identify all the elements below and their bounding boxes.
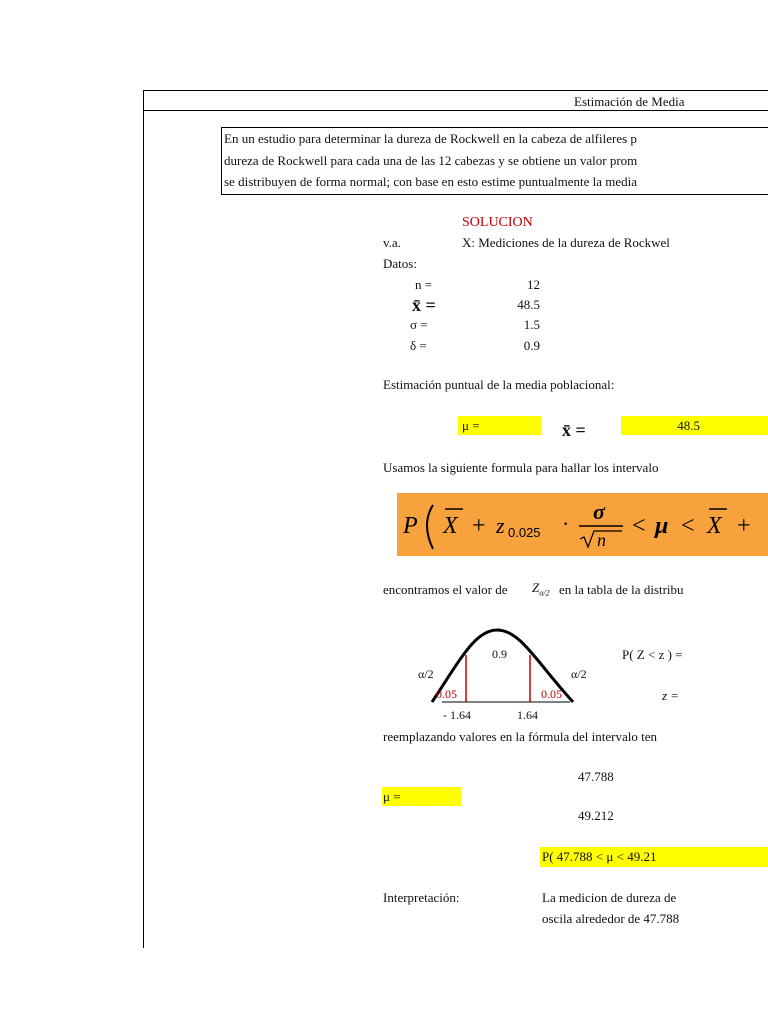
probability-text: P( Z < z ) = bbox=[622, 647, 683, 662]
z-symbol bbox=[532, 580, 550, 598]
right-alpha-label: α/2 bbox=[571, 667, 587, 681]
upper-bound: 49.212 bbox=[578, 808, 614, 823]
replace-text: reemplazando valores en la fórmula del intervalo ten bbox=[383, 729, 657, 744]
problem-line-2: dureza de Rockwell para cada una de las 12 cabezas y se obtiene un valor prom bbox=[224, 153, 638, 168]
normal-curve-diagram bbox=[410, 620, 590, 730]
right-z-value: 1.64 bbox=[517, 708, 538, 722]
problem-line-1: En un estudio para determinar la dureza de Rockwell en la cabeza de alfileres p bbox=[224, 131, 637, 146]
formula-z-subscript: 0.025 bbox=[508, 525, 541, 540]
z-letter: Z bbox=[532, 580, 540, 595]
data-value-n: 12 bbox=[527, 277, 540, 292]
svg-text:X: X bbox=[443, 513, 458, 539]
svg-text:X: X bbox=[707, 513, 722, 539]
mu-equals-cell: μ = bbox=[382, 787, 461, 806]
page-title: Estimación de Media bbox=[574, 94, 685, 109]
data-value-xbar: 48.5 bbox=[517, 297, 540, 312]
right-tail-value: 0.05 bbox=[541, 687, 562, 701]
svg-text:P: P bbox=[403, 513, 418, 539]
formula-box bbox=[397, 493, 768, 556]
z-lookup-text-after: en la tabla de la distribu bbox=[559, 582, 684, 597]
xbar-cell: x̄ = bbox=[562, 420, 586, 440]
point-estimate-label: Estimación puntual de la media poblacional: bbox=[383, 377, 615, 392]
svg-text:<: < bbox=[632, 513, 646, 539]
data-symbol-n: n = bbox=[415, 277, 433, 292]
interval-result-cell: P( 47.788 < μ < 49.21 bbox=[540, 847, 768, 867]
z-subscript: α/2 bbox=[539, 588, 550, 598]
mu-value-cell: 48.5 bbox=[621, 416, 768, 435]
interpretation-line-1: La medicion de dureza de bbox=[542, 890, 677, 905]
data-symbol-xbar: x̄ = bbox=[412, 295, 436, 315]
solution-heading: SOLUCION bbox=[462, 215, 533, 230]
formula-intro: Usamos la siguiente formula para hallar los intervalo bbox=[383, 460, 659, 475]
svg-text:<: < bbox=[681, 513, 695, 539]
va-label: v.a. bbox=[383, 235, 401, 250]
left-alpha-label: α/2 bbox=[418, 667, 434, 681]
svg-text:+: + bbox=[737, 513, 751, 539]
z-equals: z = bbox=[662, 688, 680, 703]
data-value-sigma: 1.5 bbox=[523, 317, 540, 332]
svg-text:·: · bbox=[562, 511, 570, 536]
va-text: X: Mediciones de la dureza de Rockwel bbox=[462, 235, 670, 250]
interpretation-label: Interpretación: bbox=[383, 890, 460, 905]
data-symbol-sigma: σ = bbox=[410, 317, 428, 332]
left-tail-value: 0.05 bbox=[436, 687, 457, 701]
data-symbol-delta: δ = bbox=[410, 338, 427, 353]
problem-line-3: se distribuyen de forma normal; con base en esto estime puntualmente la media bbox=[224, 174, 637, 189]
title-bottom-line bbox=[143, 110, 768, 111]
svg-text:μ: μ bbox=[655, 513, 669, 539]
left-z-value: - 1.64 bbox=[443, 708, 471, 722]
center-probability-label: 0.9 bbox=[492, 647, 507, 661]
svg-text:n: n bbox=[597, 530, 606, 550]
title-top-line bbox=[143, 90, 768, 91]
confidence-interval-formula bbox=[397, 493, 768, 556]
svg-text:+: + bbox=[472, 513, 486, 539]
lower-bound: 47.788 bbox=[578, 769, 614, 784]
data-value-delta: 0.9 bbox=[523, 338, 540, 353]
left-border-line bbox=[143, 90, 144, 948]
datos-label: Datos: bbox=[383, 256, 417, 271]
interpretation-line-2: oscila alrededor de 47.788 bbox=[542, 911, 680, 926]
z-lookup-text-before: encontramos el valor de bbox=[383, 582, 508, 597]
svg-text:σ: σ bbox=[593, 499, 605, 524]
mu-cell: μ = bbox=[458, 416, 541, 435]
svg-text:z: z bbox=[496, 513, 505, 538]
